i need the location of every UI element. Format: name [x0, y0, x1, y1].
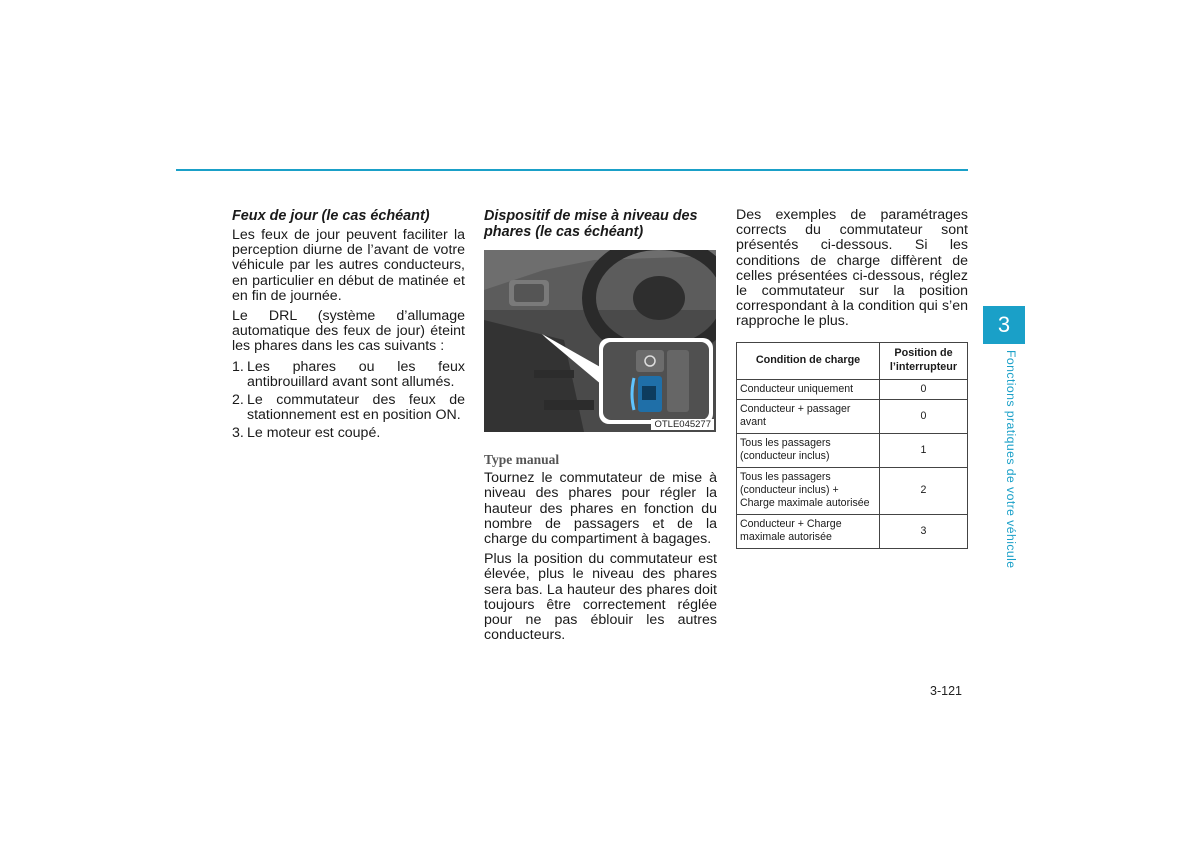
table-row [737, 433, 968, 467]
list-item-text: Les phares ou les feux antibrouillard avant sont allumés. [247, 358, 465, 390]
table-row [737, 379, 968, 399]
list-item-number: 3. [232, 425, 244, 442]
right-column [736, 208, 968, 549]
list-item-text: Le commutateur des feux de stationnement est en position ON. [247, 392, 465, 424]
page-number: 3-121 [930, 684, 962, 698]
settings-intro: Des exemples de paramétrages corrects du commutateur sont présentés ci-dessous. Si les conditions de charge diffèrent de celles présentées ci-dessous, réglez le commutateur sur la position correspondant à la condition qui s’en rapproche le plus. [736, 207, 968, 330]
leveling-heading: Dispositif de mise à niveau des phares (le cas échéant) [484, 208, 698, 240]
header-condition: Condition de charge [737, 342, 880, 379]
chapter-title: Fonctions pratiques de votre véhicule [1004, 350, 1018, 569]
header-position: Position de l’interrupteur [880, 342, 968, 379]
list-item [232, 426, 465, 441]
leveling-paragraph-1: Tournez le commutateur de mise à niveau des phares pour régler la hauteur des phares en fonction du nombre de passagers et de la charge du compartiment à bagages. [484, 470, 717, 548]
photo-code: OTLE045277 [651, 419, 714, 430]
list-item-text: Le moteur est coupé. [247, 425, 381, 442]
left-column [232, 208, 465, 445]
position-cell: 0 [880, 400, 968, 434]
dashboard-illustration [484, 250, 716, 432]
drl-heading: Feux de jour (le cas échéant) [232, 208, 430, 224]
dashboard-photo [484, 250, 716, 432]
table-row [737, 514, 968, 548]
table-row [737, 467, 968, 514]
manual-type-subheading: Type manual [484, 452, 560, 467]
leveling-paragraph-2: Plus la position du commutateur est élevée, plus le niveau des phares sera bas. La hauteur des phares doit toujours être correctement réglée pour ne pas éblouir les autres conducteurs. [484, 551, 717, 644]
list-item-number: 1. [232, 358, 244, 375]
chapter-number-tab: 3 [983, 306, 1025, 344]
condition-cell: Tous les passagers (conducteur inclus) + Charge maximale autorisée [737, 467, 880, 514]
position-cell: 3 [880, 514, 968, 548]
table-row [737, 400, 968, 434]
list-item-number: 2. [232, 392, 244, 409]
middle-column [484, 208, 717, 648]
load-condition-table [736, 342, 968, 549]
drl-paragraph-2: Le DRL (système d’allumage automatique des feux de jour) éteint les phares dans les cas suivants : [232, 308, 465, 355]
drl-conditions-list [232, 360, 465, 442]
position-cell: 0 [880, 379, 968, 399]
position-cell: 1 [880, 433, 968, 467]
condition-cell: Tous les passagers (conducteur inclus) [737, 433, 880, 467]
list-item [232, 393, 465, 423]
table-header-row [737, 342, 968, 379]
position-cell: 2 [880, 467, 968, 514]
header-rule [176, 169, 968, 171]
list-item [232, 360, 465, 390]
condition-cell: Conducteur + passager avant [737, 400, 880, 434]
drl-paragraph-1: Les feux de jour peuvent faciliter la perception diurne de l’avant de votre véhicule par les autres conducteurs, en particulier en début de matinée et en fin de journée. [232, 227, 465, 304]
condition-cell: Conducteur uniquement [737, 379, 880, 399]
condition-cell: Conducteur + Charge maximale autorisée [737, 514, 880, 548]
